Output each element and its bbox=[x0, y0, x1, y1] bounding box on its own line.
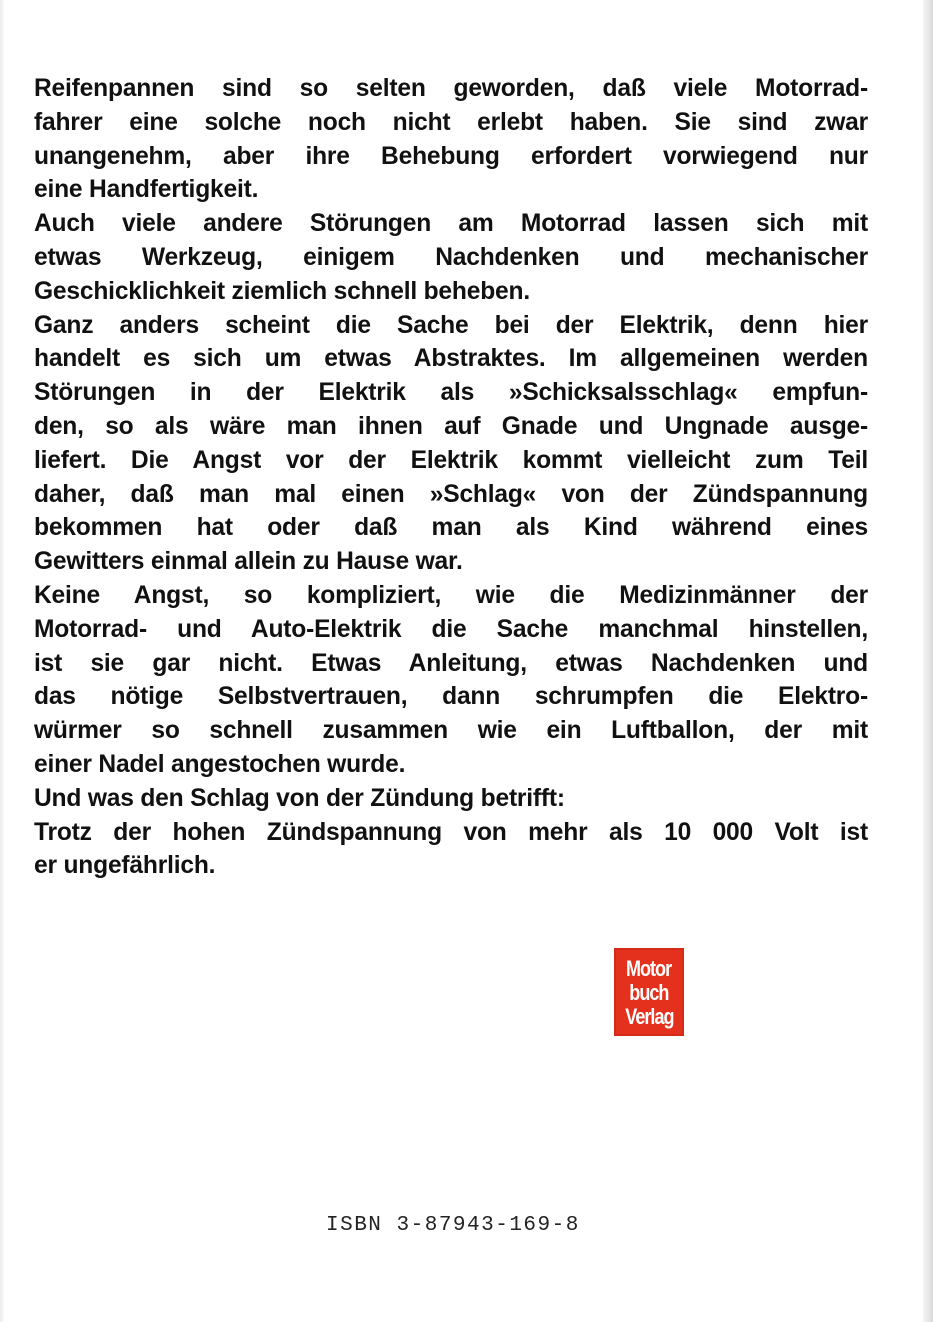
text-line: daher, daß man mal einen »Schlag« von der Zündspannung bbox=[34, 480, 868, 508]
paragraph bbox=[34, 579, 868, 782]
logo-text-line: buch bbox=[629, 980, 669, 1005]
text-line: Motorrad- und Auto-Elektrik die Sache manchmal hinstellen, bbox=[34, 615, 868, 643]
text-line: fahrer eine solche noch nicht erlebt haben. Sie sind zwar bbox=[34, 108, 868, 136]
logo-text-line: Verlag bbox=[624, 1004, 674, 1029]
text-line: ist sie gar nicht. Etwas Anleitung, etwas Nachdenken und bbox=[34, 649, 868, 677]
page-right-edge bbox=[923, 0, 933, 1322]
text-line: bekommen hat oder daß man als Kind während eines bbox=[34, 514, 868, 542]
paragraph bbox=[34, 309, 868, 579]
text-line: Störungen in der Elektrik als »Schicksalsschlag« empfun- bbox=[34, 379, 868, 407]
text-line: den, so als wäre man ihnen auf Gnade und Ungnade ausge- bbox=[34, 412, 868, 440]
text-line: Und was den Schlag von der Zündung betrifft: bbox=[34, 784, 565, 812]
blurb-text bbox=[34, 72, 868, 883]
text-line: Keine Angst, so kompliziert, wie die Medizinmänner der bbox=[34, 581, 868, 609]
text-line: Geschicklichkeit ziemlich schnell beheben. bbox=[34, 277, 530, 305]
paragraph bbox=[34, 782, 868, 816]
text-line: eine Handfertigkeit. bbox=[34, 176, 259, 204]
text-line: liefert. Die Angst vor der Elektrik kommt vielleicht zum Teil bbox=[34, 446, 868, 474]
text-line: handelt es sich um etwas Abstraktes. Im allgemeinen werden bbox=[34, 345, 868, 373]
text-line: Gewitters einmal allein zu Hause war. bbox=[34, 548, 463, 576]
text-line: Auch viele andere Störungen am Motorrad lassen sich mit bbox=[34, 210, 868, 238]
logo-text-line: Motor bbox=[626, 956, 672, 981]
text-line: unangenehm, aber ihre Behebung erfordert vorwiegend nur bbox=[34, 142, 868, 170]
publisher-logo bbox=[614, 948, 684, 1036]
paragraph bbox=[34, 816, 868, 884]
isbn-number: ISBN 3-87943-169-8 bbox=[326, 1214, 580, 1237]
text-line: er ungefährlich. bbox=[34, 852, 216, 880]
paragraph bbox=[34, 207, 868, 308]
paragraph bbox=[34, 72, 868, 207]
text-line: das nötige Selbstvertrauen, dann schrumpfen die Elektro- bbox=[34, 683, 868, 711]
text-line: einer Nadel angestochen wurde. bbox=[34, 750, 406, 778]
text-line: Reifenpannen sind so selten geworden, daß viele Motorrad- bbox=[34, 75, 868, 102]
text-line: Trotz der hohen Zündspannung von mehr als 10 000 Volt ist bbox=[34, 818, 868, 846]
page-left-edge bbox=[0, 0, 4, 1322]
text-line: würmer so schnell zusammen wie ein Luftballon, der mit bbox=[34, 717, 868, 745]
text-line: etwas Werkzeug, einigem Nachdenken und mechanischer bbox=[34, 243, 868, 271]
text-line: Ganz anders scheint die Sache bei der Elektrik, denn hier bbox=[34, 311, 868, 339]
